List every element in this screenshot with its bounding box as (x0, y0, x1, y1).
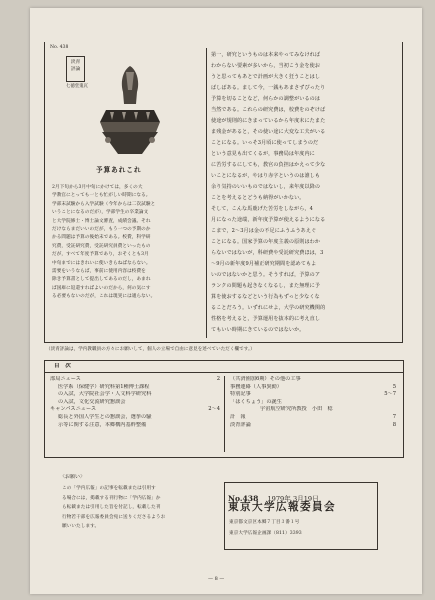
body-line: らないではないが，科研費や受託研究費ほは，3 (211, 250, 324, 256)
column-right-body (211, 50, 399, 336)
toc-item[interactable]: 部局ニュース 2 (50, 376, 220, 382)
column-right-border (402, 42, 403, 342)
body-line: 2月下旬から3月中旬にかけては，多くの大 (52, 185, 143, 190)
toc-item[interactable]: の入試，文化交流研究懇談会 (58, 398, 126, 405)
toc-item[interactable]: 宇宙航空研究所教授 小田 稔 (260, 406, 333, 413)
body-line: わからない要素が多いから，当初こう金を使お (211, 63, 321, 69)
masthead-issue: No.438 (228, 494, 259, 503)
body-line: 中旬までにはきれいに使いきらねばならない。 (52, 260, 151, 266)
request-line: 願いいたします。 (62, 524, 100, 529)
toc-item[interactable]: の入試，大学院社会学・人文科学研究科 (58, 391, 152, 398)
toc-right-list (230, 376, 396, 429)
toc-item[interactable]: 特別記事 5〜7 (230, 391, 396, 398)
toc-item[interactable]: （共済圏加6期）その他の工事 (230, 376, 301, 382)
body-line: ことになる。国家予算の年度主義の原則はわか (211, 239, 321, 245)
page-number: — 8 — (208, 576, 225, 582)
body-line: に苦労するにしても，教官の負担はかえって少な (211, 162, 326, 168)
masthead-office: 東京大学広報企画課（811）3393 (229, 531, 302, 536)
toc-left-list (50, 376, 220, 429)
body-line: てもいい時期にきているのではないか。 (211, 327, 305, 333)
toc-item[interactable]: 総長と外国人学生との懇談会，選挙の騒 (58, 413, 152, 420)
column-headline: 予算あれこれ (96, 166, 142, 174)
toc-item[interactable]: キャンパスニュース 2〜4 (50, 406, 220, 413)
toc-item[interactable]: 事務連絡（人事異動） 5 (230, 383, 396, 390)
body-line: 学教官にとっても一とも忙がしい時期になる。 (52, 193, 151, 199)
body-line: こまで，2〜3月は金の不足にふうふうあえぐ (211, 228, 317, 234)
body-line: いのではないかと思う。そうすれば，予算のア (211, 272, 321, 278)
column-left-border (44, 42, 45, 342)
body-line: 〜9月の新年度9月補正研究期間を認めてもよ (211, 261, 317, 267)
body-line: 予算を切ることなど，何らかの調整がいるのは (211, 96, 321, 102)
body-line: ランクの問題も起きなくなるし，また無理に予 (211, 283, 320, 289)
column-left-body (52, 184, 202, 302)
masthead-date: 1979年 3月19日 (267, 495, 319, 503)
body-line: 当然である。これらの研究費は，校費をのぞけば (211, 107, 326, 113)
body-line: 除き予算書として提出してあるのだし，あまれ (52, 277, 151, 283)
body-line: 算を使おするなどという行為もずっと少なくな (211, 294, 320, 300)
logo-caption: 七徳堂鬼瓦 (66, 84, 88, 89)
toc-heading: 目 次 (54, 363, 71, 369)
issue-tag: No. 438 (50, 45, 69, 50)
newsletter-page (30, 8, 422, 594)
body-line: だけならまだいいのだが，もう一つの予期のか (52, 227, 151, 233)
body-line: ることだろう。いずれにせよ，大学の研究機関的 (211, 305, 326, 311)
request-line: この「学内広報」の記事を転載または引用す (62, 486, 156, 491)
column-logo-text: 淡青評論 (70, 60, 81, 72)
toc-item[interactable]: 計 報 7 (230, 413, 396, 420)
body-line: ことになる。いっそ3月頃に使ってしまうのだ (211, 140, 319, 146)
body-line: いことになるが，やはり赤字というのは誰しも (211, 173, 321, 179)
masthead-address: 東京都文京区本郷７丁目３番１号 (229, 520, 300, 525)
toc-item[interactable]: 示等に関する注意，本郷構内基幹整備 (58, 421, 147, 428)
request-line: 行物若干部を広報委員会宛に送りくださるようお (62, 514, 166, 520)
body-line: いうことになるのだが），学部学生の卒業論文 (52, 210, 149, 216)
body-line: ま残金があると，その使い途に大変な工夫がいる (211, 129, 326, 135)
body-line: 第一，研究というものは本来やってみなければ (211, 52, 321, 58)
toc-item[interactable]: 「はくちょう」の誕生 (230, 398, 282, 405)
body-line: る必要もないのだが，これは現実には適らない。 (52, 294, 156, 300)
masthead-publisher: 東京大学広報委員会 (228, 501, 336, 513)
request-heading: 〈お願い〉 (60, 474, 86, 480)
body-line: 需要をいうならば，事前に使用内容は校費を (52, 269, 146, 275)
toc-item[interactable]: 医学系（保健学）研究科第1種博士課程 (58, 383, 150, 390)
body-line: 性格を考えると，予算運用を抜本的に考え直し (211, 316, 321, 322)
request-line: る場合には，掲載する刊行物に「学内広報」か (62, 495, 161, 501)
body-line: そして，こんな馬鹿げた苦労をしながら，4 (211, 206, 313, 212)
column-divider (206, 48, 207, 338)
body-line: 余り気持のいいものではないし，来年度以降の (211, 184, 321, 190)
body-line: だが，すべて年度予算であり，おそくとも3月 (52, 252, 149, 258)
body-line: ばしばある。まして今，一銭もあまさずぴったり (211, 85, 326, 91)
body-line: かる問題は予算の後始末である。校費，科学研 (52, 235, 151, 241)
toc-item[interactable]: 淡青評論 8 (230, 421, 396, 428)
body-line: 月になった途端，新年度予算が使えるようになる (211, 217, 326, 223)
request-body (62, 484, 202, 532)
toc-header-rule (44, 372, 403, 373)
body-line: 使途が規則的にきまっているから年度末にたまた (211, 118, 326, 124)
column-logo (66, 56, 85, 82)
request-line: ら転載または引用した旨を付記し，転載した刊 (62, 505, 161, 510)
body-line: 学部末試験から入学試験（今年からは二次試験と (52, 201, 156, 207)
roof-ornament-illustration (98, 60, 162, 156)
toc-divider (224, 376, 225, 452)
body-line: という意見も出てくるが，事務局は年度内に (211, 151, 315, 157)
body-line: ことを考えるとどうも納得がいかない。 (211, 195, 305, 201)
body-line: と大学院修士・博士論文審査，成績会議。それ (52, 218, 151, 224)
body-line: ば国庫に返還すればよいのだから，何の気にす (52, 285, 151, 291)
body-line: 究費，受託研究費，受託研究員費といったもの (52, 243, 151, 249)
column-footer-note: （淡青評論は，学内教職員の方々にお願いして，個人の立場で自由に意見を述べていただく欄です。） (46, 347, 255, 352)
column-bottom-border (44, 342, 403, 343)
body-line: うと思ってもあとで計画が大きく狂うことはし (211, 74, 321, 80)
